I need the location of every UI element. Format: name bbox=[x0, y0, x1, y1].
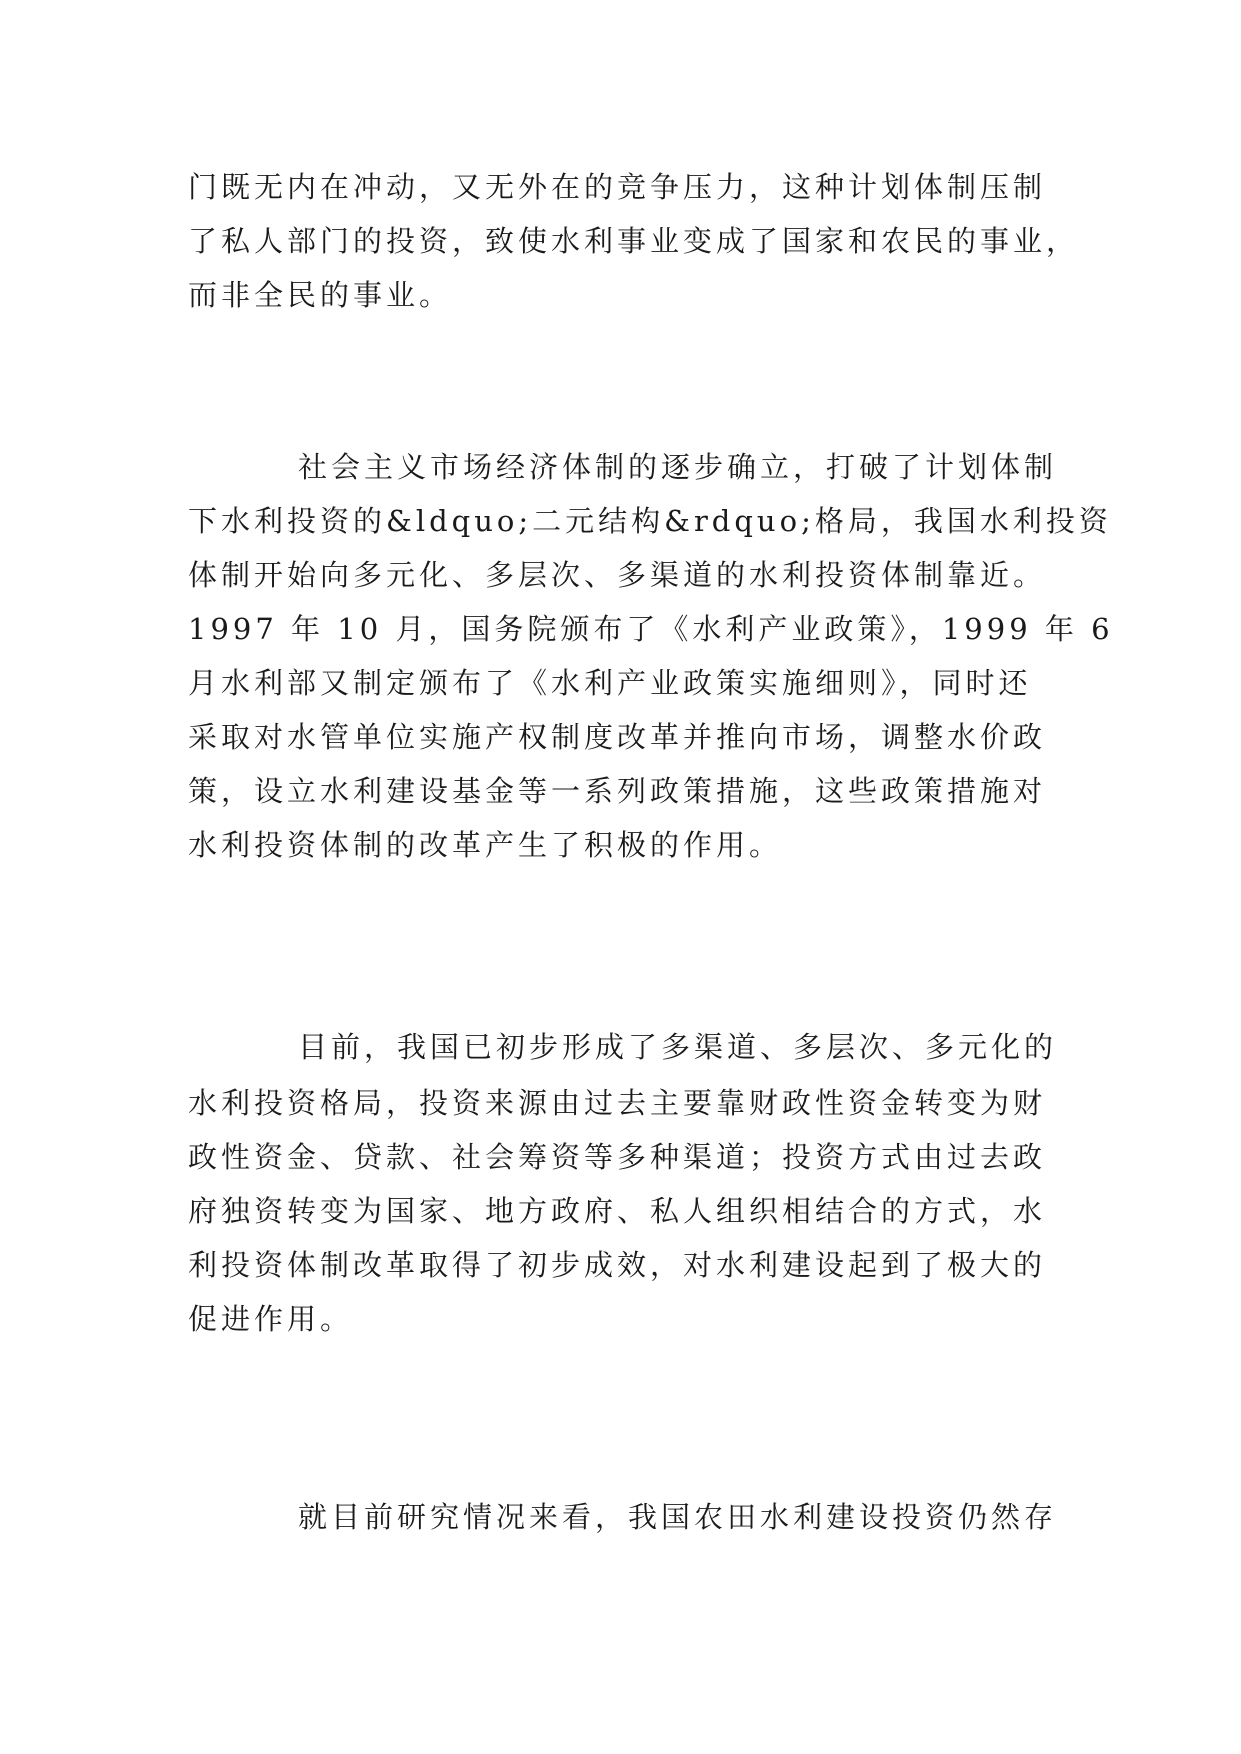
text-line: 体制开始向多元化、多层次、多渠道的水利投资体制靠近。 bbox=[188, 558, 1047, 592]
text-line: 采取对水管单位实施产权制度改革并推向市场，调整水价政 bbox=[188, 720, 1047, 754]
text-line: 政性资金、贷款、社会筹资等多种渠道；投资方式由过去政 bbox=[188, 1140, 1047, 1174]
text-line: 1997 年 10 月，国务院颁布了《水利产业政策》，1999 年 6 bbox=[188, 612, 1114, 646]
text-line: 了私人部门的投资，致使水利事业变成了国家和农民的事业， bbox=[188, 224, 1080, 258]
text-line: 目前，我国已初步形成了多渠道、多层次、多元化的 bbox=[298, 1030, 1058, 1064]
text-line: 府独资转变为国家、地方政府、私人组织相结合的方式，水 bbox=[188, 1194, 1047, 1228]
text-line: 利投资体制改革取得了初步成效，对水利建设起到了极大的 bbox=[188, 1248, 1047, 1282]
text-line: 水利投资体制的改革产生了积极的作用。 bbox=[188, 828, 783, 862]
text-line: 门既无内在冲动，又无外在的竞争压力，这种计划体制压制 bbox=[188, 170, 1047, 204]
text-line: 水利投资格局，投资来源由过去主要靠财政性资金转变为财 bbox=[188, 1086, 1047, 1120]
text-line: 策，设立水利建设基金等一系列政策措施，这些政策措施对 bbox=[188, 774, 1047, 808]
text-line: 而非全民的事业。 bbox=[188, 278, 453, 312]
text-line: 促进作用。 bbox=[188, 1302, 354, 1336]
text-line: 下水利投资的&ldquo;二元结构&rdquo;格局，我国水利投资 bbox=[188, 504, 1112, 538]
text-line: 月水利部又制定颁布了《水利产业政策实施细则》，同时还 bbox=[188, 666, 1032, 700]
text-line: 就目前研究情况来看，我国农田水利建设投资仍然存 bbox=[298, 1500, 1058, 1534]
text-line: 社会主义市场经济体制的逐步确立，打破了计划体制 bbox=[298, 450, 1058, 484]
